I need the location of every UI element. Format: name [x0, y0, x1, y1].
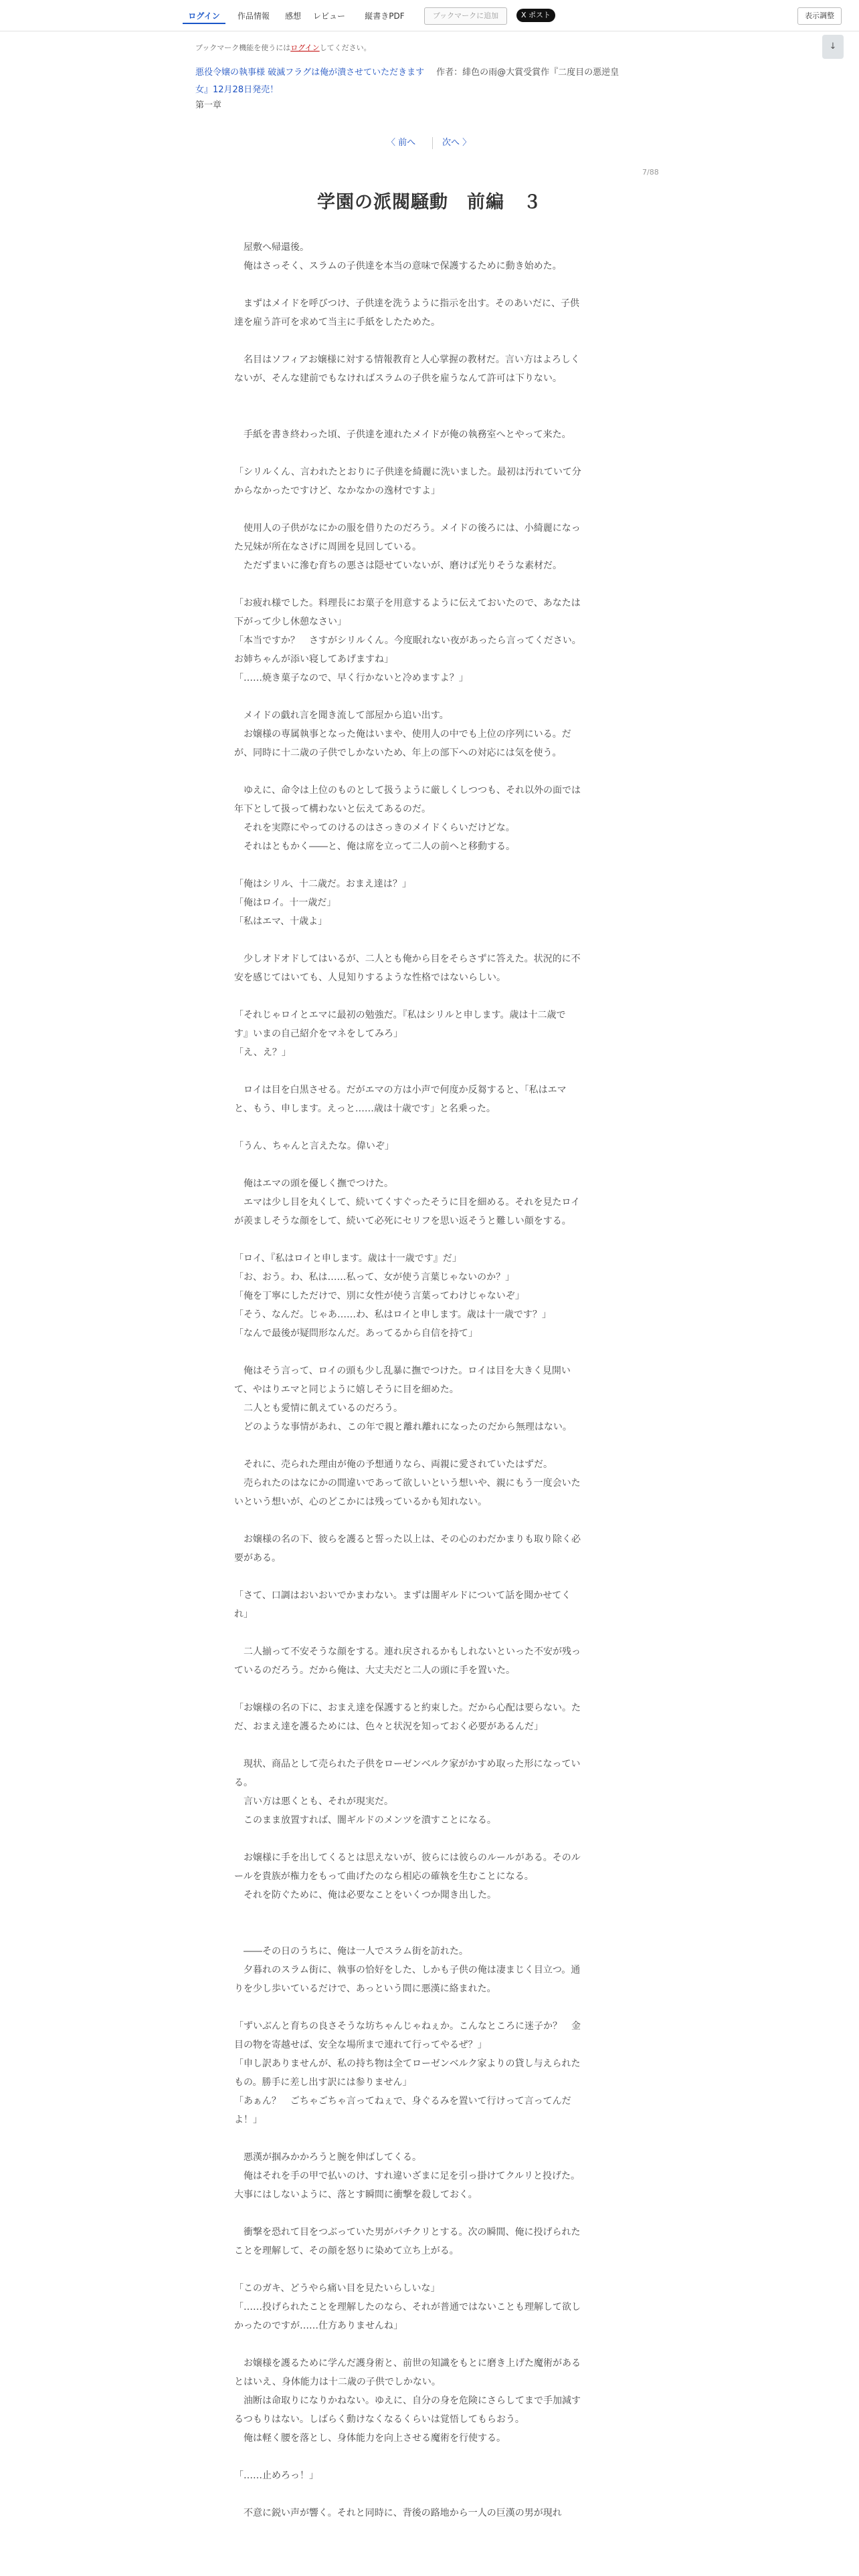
body-line: 衝撃を恐れて目をつぶっていた男がパチクリとする。次の瞬間、俺に投げられた — [234, 2227, 581, 2238]
display-settings-button[interactable]: 表示調整 — [797, 7, 842, 25]
login-link[interactable]: ログイン — [183, 9, 225, 24]
page-number: 7/88 — [642, 168, 659, 177]
body-line: ――その日のうちに、俺は一人でスラム街を訪れた。 — [234, 1946, 468, 1957]
blank-line — [234, 1511, 629, 1530]
blank-line — [234, 2204, 629, 2223]
pager-divider — [432, 137, 433, 149]
body-line: お姉ちゃんが添い寝してあげますね」 — [234, 654, 393, 665]
body-line: ゆえに、命令は上位のものとして扱うように厳しくしつつも、それ以外の面では — [234, 785, 581, 796]
body-line: それを実際にやってのけるのはさっきのメイドくらいだけどな。 — [234, 823, 515, 833]
blank-line — [234, 444, 629, 463]
body-line: れ」 — [234, 1609, 253, 1620]
body-line: 大事にはしないように、落とす瞬間に衝撃を殺しておく。 — [234, 2189, 478, 2200]
impressions-link[interactable]: 感想 — [284, 11, 301, 21]
body-line: 「ずいぶんと育ちの良さそうな坊ちゃんじゃねぇか。こんなところに迷子か？ 金 — [234, 2021, 581, 2032]
series-title-link[interactable]: 悪役令嬢の執事様 破滅フラグは俺が潰させていただきます — [195, 68, 425, 78]
series-title-continuation[interactable]: 女』12月28日発売！ — [195, 85, 279, 95]
body-line: 現状、商品として売られた子供をローゼンベルク家がかすめ取った形になってい — [234, 1759, 581, 1769]
body-line: 手紙を書き終わった頃、子供達を連れたメイドが俺の執務室へとやって来た。 — [234, 429, 571, 440]
body-line: 達を雇う許可を求めて当主に手紙をしたためた。 — [234, 317, 440, 328]
body-line: お嬢様を護るために学んだ護身術と、前世の知識をもとに磨き上げた魔術がある — [234, 2358, 581, 2369]
body-line: 俺はそう言って、ロイの頭も少し乱暴に撫でつけた。ロイは目を大きく見開い — [234, 1366, 571, 1376]
blank-line — [234, 987, 629, 1006]
blank-line — [234, 1343, 629, 1362]
notice-prefix: ブックマーク機能を使うには — [195, 43, 291, 52]
body-line: 「それじゃロイとエマに最初の勉強だ。『私はシリルと申します。歳は十二歳で — [234, 1010, 566, 1021]
body-line: 「そう、なんだ。じゃあ……わ、私はロイと申します。歳は十一歳です？」 — [234, 1309, 551, 1320]
blank-line — [234, 2335, 629, 2354]
vertical-pdf-link[interactable]: 縦書きPDF — [365, 11, 405, 21]
body-line: 屋敷へ帰還後。 — [234, 242, 309, 253]
blank-line — [234, 856, 629, 875]
blank-line — [234, 2485, 629, 2504]
body-line: 「俺はロイ。十一歳だ」 — [234, 897, 337, 908]
blank-line — [234, 1118, 629, 1137]
body-line: エマは少し目を丸くして、続いてくすぐったそうに目を細める。それを見たロイ — [234, 1197, 581, 1208]
body-line: 「……投げられたことを理解したのなら、それが普通ではないことも理解して欲し — [234, 2302, 581, 2313]
body-line: 俺はそれを手の甲で払いのけ、すれ違いざまに足を引っ掛けてクルリと投げた。 — [234, 2171, 581, 2181]
body-line: 「……焼き菓子なので、早く行かないと冷めますよ？」 — [234, 673, 468, 683]
body-line: 「え、え？」 — [234, 1047, 291, 1058]
chapter-label: 第一章 — [195, 100, 222, 110]
body-line: それに、売られた理由が俺の予想通りなら、両親に愛されていたはずだ。 — [234, 1459, 553, 1470]
body-line: それはともかく――と、俺は席を立って二人の前へと移動する。 — [234, 841, 515, 852]
blank-line — [234, 388, 629, 407]
body-line: ているのだろう。だから俺は、大丈夫だと二人の頭に手を置いた。 — [234, 1665, 515, 1676]
body-line: からなかったですけど、なかなかの逸材ですよ」 — [234, 486, 440, 496]
bookmark-login-notice — [195, 42, 371, 53]
blank-line — [234, 1830, 629, 1848]
body-line: 二人揃って不安そうな顔をする。連れ戻されるかもしれないといった不安が残っ — [234, 1646, 581, 1657]
blank-line — [234, 1680, 629, 1699]
blank-line — [234, 1156, 629, 1174]
blank-line — [234, 2448, 629, 2466]
blank-line — [234, 1736, 629, 1755]
body-line: 「シリルくん、言われたとおりに子供達を綺麗に洗いました。最初は汚れていて分 — [234, 467, 581, 477]
body-line: メイドの戯れ言を聞き流して部屋から追い出す。 — [234, 710, 449, 721]
blank-line — [234, 1568, 629, 1586]
body-line: す』いまの自己紹介をマネをしてみろ」 — [234, 1029, 403, 1039]
body-line: お嬢様に手を出してくるとは思えないが、彼らには彼らのルールがある。そのル — [234, 1852, 581, 1863]
blank-line — [234, 2129, 629, 2148]
blank-line — [234, 687, 629, 706]
body-line: 「あぁん？ ごちゃごちゃ言ってねぇで、身ぐるみを置いて行けって言ってんだ — [234, 2096, 571, 2107]
body-line: 二人とも愛情に飢えているのだろう。 — [234, 1403, 403, 1414]
blank-line — [234, 1230, 629, 1249]
body-line: 名目はソフィアお嬢様に対する情報教育と人心掌握の教材だ。言い方はよろしく — [234, 354, 580, 365]
blank-line — [234, 1062, 629, 1081]
body-line: が、同時に十二歳の子供でしかないため、年上の部下への対応には気を使う。 — [234, 748, 562, 758]
body-line: もの。勝手に差し出す訳には参りません」 — [234, 2077, 412, 2088]
body-line: まずはメイドを呼びつけ、子供達を洗うように指示を出す。そのあいだに、子供 — [234, 298, 580, 309]
episode-title: 学園の派閥騒動 前編 ３ — [317, 192, 542, 213]
body-line: ロイは目を白黒させる。だがエマの方は小声で何度か反芻すると、「私はエマ — [234, 1085, 567, 1095]
blank-line — [234, 931, 629, 950]
blank-line — [234, 1923, 629, 1942]
series-info — [195, 64, 664, 99]
blank-line — [234, 276, 629, 294]
body-line: た兄妹が所在なさげに周囲を見回している。 — [234, 542, 421, 552]
body-line: りを少し歩いているだけで、あっという間に悪漢に絡まれた。 — [234, 1983, 496, 1994]
review-link[interactable]: レビュー — [312, 11, 345, 21]
add-bookmark-button[interactable]: ブックマークに追加 — [424, 7, 507, 25]
body-line: ールを貴族が権力をもって曲げたのなら相応の確執を生むことになる。 — [234, 1871, 534, 1882]
body-line: 「……止めろっ！」 — [234, 2470, 318, 2481]
novel-body — [234, 238, 629, 2523]
body-line: 「申し訳ありませんが、私の持ち物は全てローゼンベルク家よりの貸し与えられた — [234, 2058, 581, 2069]
body-line: 「本当ですか？ さすがシリルくん。今度眠れない夜があったら言ってください。 — [234, 635, 581, 646]
body-line: 俺は軽く腰を落とし、身体能力を向上させる魔術を行使する。 — [234, 2433, 506, 2444]
body-line: が羨ましそうな顔をして、続いて必死にセリフを思い返そうと難しい顔をする。 — [234, 1216, 571, 1226]
blank-line — [234, 762, 629, 781]
blank-line — [234, 332, 629, 350]
body-line: 「このガキ、どうやら痛い目を見たいらしいな」 — [234, 2283, 440, 2294]
next-page-link[interactable]: 次へ 〉 — [442, 138, 472, 148]
notice-suffix: してください。 — [319, 43, 371, 52]
blank-line — [234, 2260, 629, 2279]
body-line: ことを理解して、その顔を怒りに染めて立ち上がる。 — [234, 2246, 459, 2256]
body-line: 下がって少し休憩なさい」 — [234, 617, 347, 627]
body-line: よ！」 — [234, 2115, 262, 2125]
blank-line — [234, 1436, 629, 1455]
body-line: 「お、おう。わ、私は……私って、女が使う言葉じゃないのか？」 — [234, 1272, 515, 1283]
prev-page-link[interactable]: 〈 前へ — [387, 138, 416, 148]
top-navigation — [0, 0, 859, 32]
blank-line — [234, 500, 629, 519]
body-line: て、やはりエマと同じように嬉しそうに目を細めた。 — [234, 1384, 459, 1395]
body-line: お嬢様の専属執事となった俺はいまや、使用人の中でも上位の序列にいる。だ — [234, 729, 571, 740]
body-line: る。 — [234, 1778, 253, 1788]
author-link[interactable]: 作者：緋色の雨@大賞受賞作『二度目の悪逆皇 — [436, 68, 619, 78]
blank-line — [234, 575, 629, 594]
body-line: 夕暮れのスラム街に、執事の恰好をした、しかも子供の俺は凄まじく目立つ。通 — [234, 1965, 581, 1975]
body-line: 「お嬢様の名の下に、おまえ達を保護すると約束した。だから心配は要らない。た — [234, 1703, 581, 1713]
works-info-link[interactable]: 作品情報 — [237, 11, 270, 21]
blank-line — [234, 1905, 629, 1923]
body-line: 「うん、ちゃんと言えたな。偉いぞ」 — [234, 1141, 394, 1152]
blank-line — [234, 1998, 629, 2017]
body-line: いという想いが、心のどこかには残っているかも知れない。 — [234, 1497, 487, 1507]
body-line: 「お疲れ様でした。料理長にお菓子を用意するように伝えておいたので、あなたは — [234, 598, 581, 609]
body-line: 「俺はシリル、十二歳だ。おまえ達は？」 — [234, 879, 411, 889]
body-line: と、もう、申します。えっと……歳は十歳です」と名乗った。 — [234, 1103, 496, 1114]
body-line: 「なんで最後が疑問形なんだ。あってるから自信を持て」 — [234, 1328, 478, 1339]
body-line: 言い方は悪くとも、それが現実だ。 — [234, 1796, 393, 1807]
body-line: 「さて、口調はおいおいでかまわない。まずは闇ギルドについて話を聞かせてく — [234, 1590, 571, 1601]
body-line: このまま放置すれば、闇ギルドのメンツを潰すことになる。 — [234, 1815, 496, 1826]
body-line: 要がある。 — [234, 1553, 281, 1564]
notice-login-link[interactable]: ログイン — [290, 43, 320, 52]
body-line: 売られたのはなにかの間違いであって欲しいという想いや、親にもう一度会いた — [234, 1478, 581, 1489]
body-line: 俺はエマの頭を優しく撫でつけた。 — [234, 1178, 393, 1189]
body-line: るつもりはない。しばらく動けなくなるくらいは覚悟してもらおう。 — [234, 2414, 524, 2425]
body-line: 「俺を丁寧にしただけで、別に女性が使う言葉ってわけじゃないぞ」 — [234, 1291, 524, 1301]
blank-line — [234, 407, 629, 425]
body-line: 悪漢が掴みかかろうと腕を伸ばしてくる。 — [234, 2152, 421, 2163]
body-line: 使用人の子供がなにかの服を借りたのだろう。メイドの後ろには、小綺麗になっ — [234, 523, 581, 534]
body-line: ないが、そんな建前でもなければスラムの子供を雇うなんて許可は下りない。 — [234, 373, 562, 384]
body-line: 「私はエマ、十歳よ」 — [234, 916, 328, 927]
body-line: 安を感じてはいても、人見知りするような性格ではないらしい。 — [234, 972, 506, 983]
body-line: ただずまいに滲む育ちの悪さは隠せていないが、磨けば光りそうな素材だ。 — [234, 560, 562, 571]
body-line: どのような事情があれ、この年で親と離れ離れになったのだから無理はない。 — [234, 1422, 572, 1432]
body-line: 年下として扱って構わないと伝えてあるのだ。 — [234, 804, 431, 815]
body-line: お嬢様の名の下、彼らを護ると誓った以上は、その心のわだかまりも取り除く必 — [234, 1534, 581, 1545]
body-line: 少しオドオドしてはいるが、二人とも俺から目をそらさずに答えた。状況的に不 — [234, 954, 581, 964]
x-post-button[interactable]: X ポスト — [516, 9, 555, 22]
body-line: 俺はさっそく、スラムの子供達を本当の意味で保護するために動き始めた。 — [234, 261, 562, 272]
chevron-down-icon[interactable]: ↓ — [822, 35, 844, 59]
body-line: とはいえ、身体能力は十二歳の子供でしかない。 — [234, 2377, 441, 2387]
body-line: 目の物を寄越せば、安全な場所まで連れて行ってやるぜ？」 — [234, 2040, 487, 2050]
body-line: それを防ぐために、俺は必要なことをいくつか聞き出した。 — [234, 1890, 496, 1901]
blank-line — [234, 1624, 629, 1642]
body-line: だ、おまえ達を護るためには、色々と状況を知っておく必要があるんだ」 — [234, 1721, 543, 1732]
body-line: 「ロイ、『私はロイと申します。歳は十一歳です』だ」 — [234, 1253, 462, 1264]
body-line: かったのですが……仕方ありませんね」 — [234, 2321, 403, 2331]
body-line: 不意に鋭い声が響く。それと同時に、背後の路地から一人の巨漢の男が現れ — [234, 2508, 562, 2518]
body-line: 油断は命取りになりかねない。ゆえに、自分の身を危険にさらしてまで手加減す — [234, 2395, 581, 2406]
